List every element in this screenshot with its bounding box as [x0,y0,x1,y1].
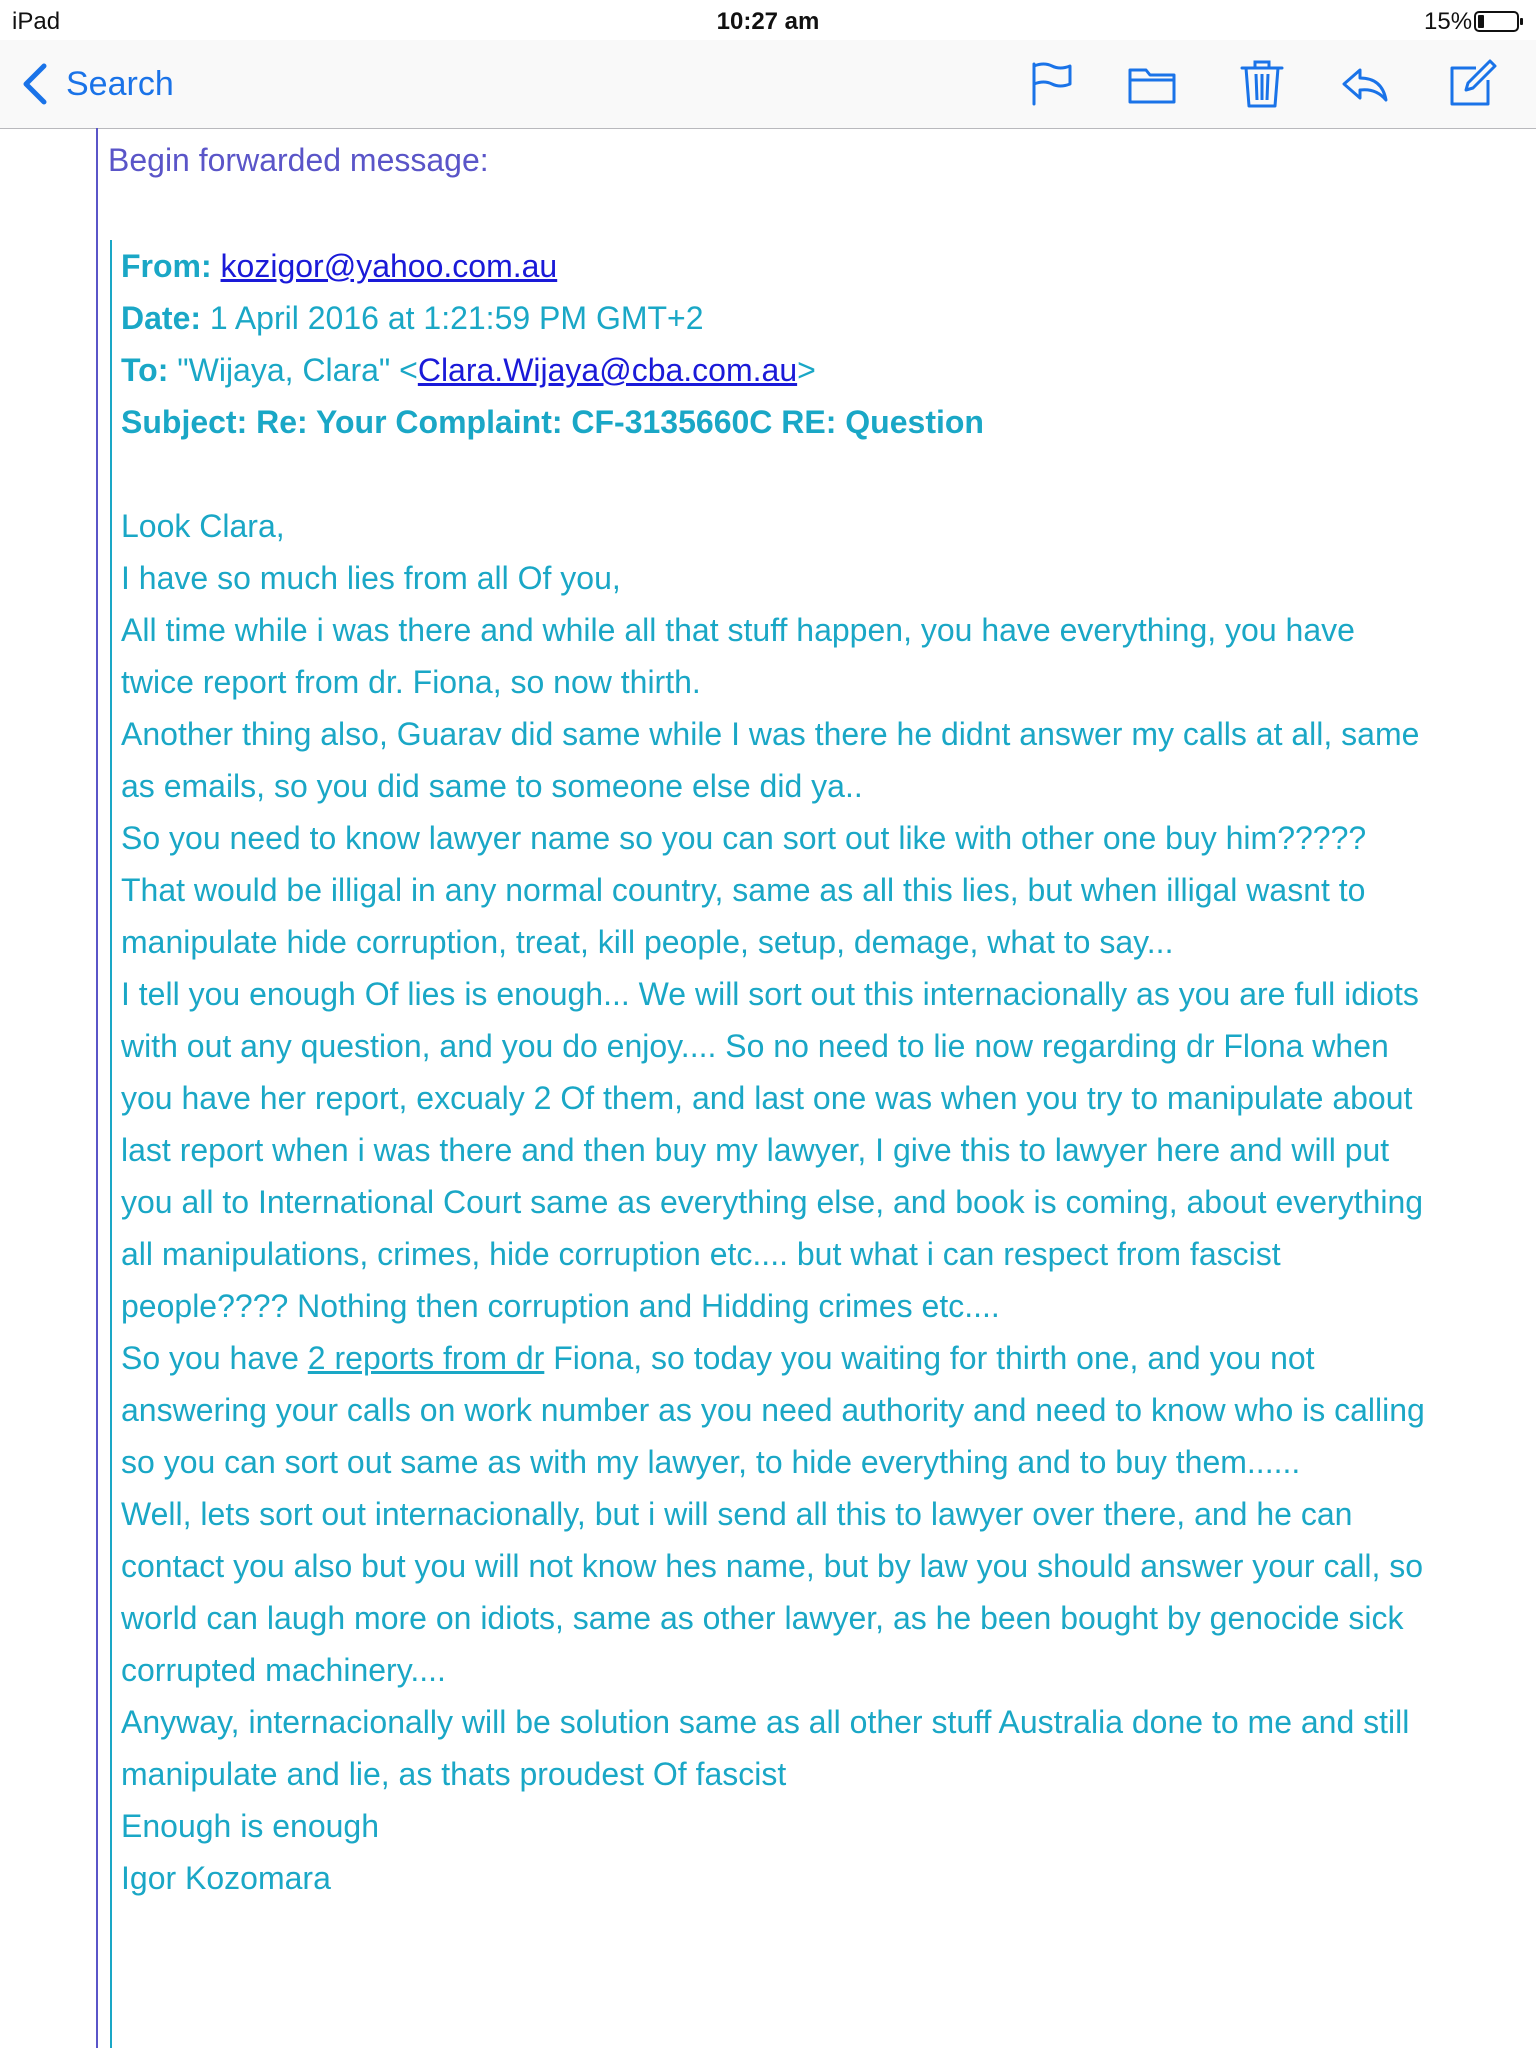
forwarded-message-title: Begin forwarded message: [108,142,489,178]
to-label: To: [121,352,169,388]
body-text: So you have [121,1340,308,1376]
body-paragraph: Look Clara, [121,508,285,544]
subject-value: Re: Your Complaint: CF-3135660C RE: Question [256,404,984,440]
body-paragraph: Enough is enough [121,1808,379,1844]
subject-header [121,396,1431,448]
reports-link[interactable]: 2 reports from dr [307,1340,545,1376]
body-paragraph: Another thing also, Guarav did same while I was there he didnt answer my calls at all, same as emails, so you did same to someone else did ya.. [121,716,1420,804]
from-header [121,240,1431,292]
reply-icon [1336,56,1392,112]
back-button[interactable] [20,60,174,108]
body-paragraph: I tell you enough Of lies is enough... We will sort out this internacionally as you are full idiots with out any question, and you do enjoy.... So no need to lie now regarding dr Flona when you have her report, excualy 2 Of them, and last one was when you try to manipulate about last report when i was there and then buy my lawyer, I give this to lawyer here and will put you all to International Court same as everything else, and book is coming, about everything all manipulations, crimes, hide corruption etc.... but what i can respect from fascist people???? Nothing then corruption and Hidding crimes etc.... [121,976,1424,1324]
to-name: "Wijaya, Clara" < [177,352,418,388]
original-message-quote-bar [110,240,112,2048]
trash-button[interactable] [1234,56,1290,112]
compose-icon [1444,56,1500,112]
body-paragraph: I have so much lies from all Of you, [121,560,621,596]
flag-icon [1024,56,1080,112]
body-paragraph: So you need to know lawyer name so you can sort out like with other one buy him????? That would be illigal in any normal country, same as all this lies, but when illigal wasnt to manipulate hide corruption, treat, kill people, setup, demage, what to say... [121,820,1367,960]
to-close: > [797,352,816,388]
battery-percentage: 15% [1424,8,1473,35]
move-to-folder-button[interactable] [1124,56,1180,112]
body-text: Fiona, so today you waiting for thirth one, and you not answering your calls on work number as you need authority and need to know who is calling so you can sort out same as with my lawyer, to hide everything and to buy them...... [121,1340,1425,1480]
body-paragraph [121,1332,1431,1488]
battery-icon [1474,11,1524,32]
forward-quote-bar [96,128,98,2048]
flag-button[interactable] [1024,56,1080,112]
body-paragraph: All time while i was there and while all that stuff happen, you have everything, you have twice report from dr. Fiona, so now thirth. [121,612,1355,700]
reply-button[interactable] [1336,56,1392,112]
date-header [121,292,1431,344]
body-paragraph: Well, lets sort out internacionally, but i will send all this to lawyer over there, and he can contact you also but you will not know hes name, but by law you should answer your call, so world can laugh more on idiots, same as other lawyer, as he been bought by genocide sick corrupted machinery.... [121,1496,1424,1688]
date-label: Date: [121,300,202,336]
trash-icon [1234,56,1290,112]
clock: 10:27 am [716,8,820,35]
back-button-label: Search [66,64,174,103]
forwarded-message-body [121,240,1431,1904]
to-email-link[interactable]: Clara.Wijaya@cba.com.au [417,352,798,388]
date-value: 1 April 2016 at 1:21:59 PM GMT+2 [209,300,704,336]
mail-toolbar [0,40,1536,129]
subject-label: Subject: [121,404,248,440]
body-paragraph: Anyway, internacionally will be solution same as all other stuff Australia done to me and still manipulate and lie, as thats proudest Of fascist [121,1704,1410,1792]
from-label: From: [121,248,212,284]
device-name: iPad [12,8,61,35]
folder-icon [1124,56,1180,112]
signature: Igor Kozomara [121,1860,331,1896]
status-bar [0,0,1536,40]
to-header [121,344,1431,396]
compose-button[interactable] [1444,56,1500,112]
chevron-left-icon [20,60,50,108]
from-email-link[interactable]: kozigor@yahoo.com.au [220,248,558,284]
